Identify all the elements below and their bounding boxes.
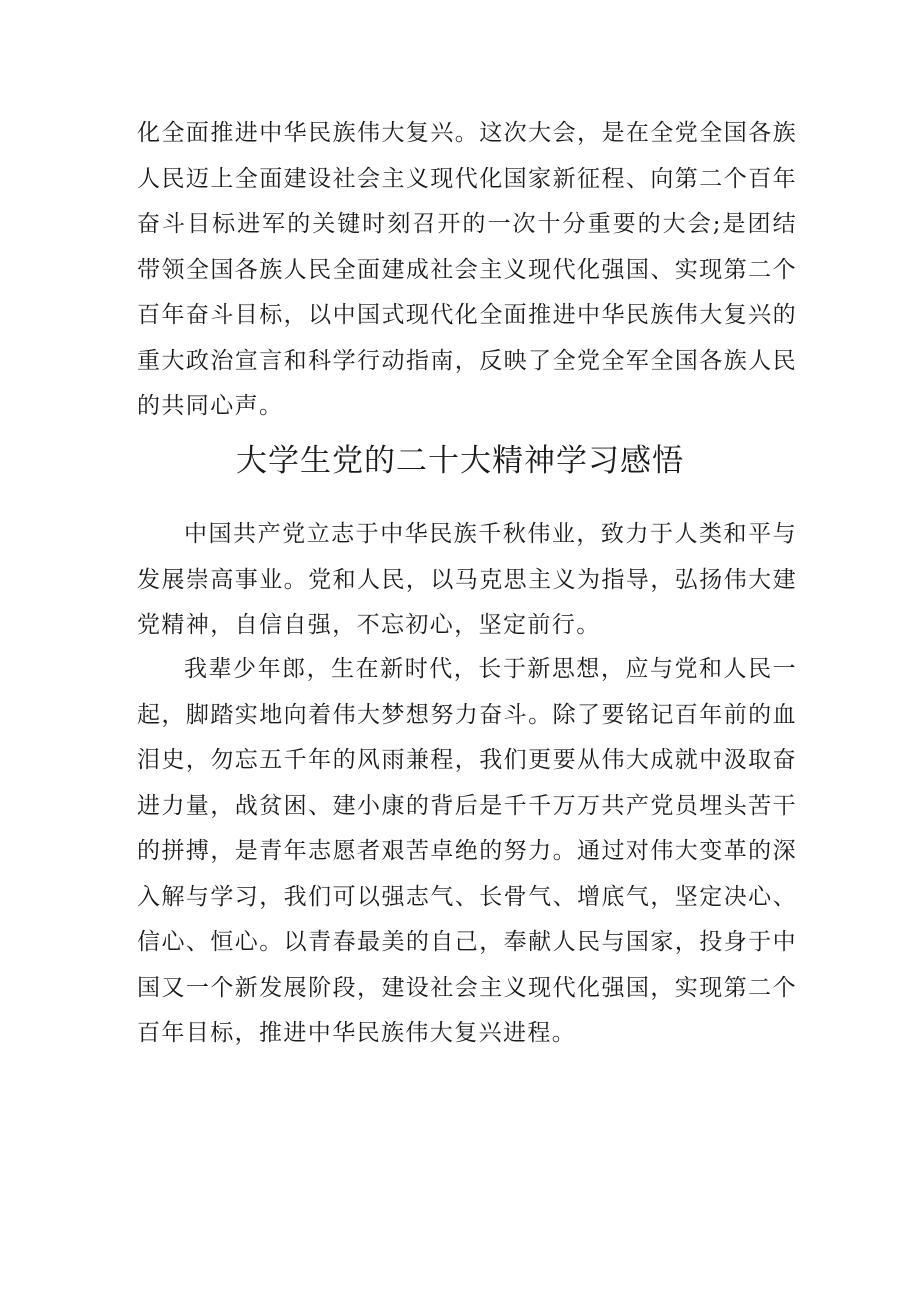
body-paragraph-2: 我辈少年郎，生在新时代，长于新思想，应与党和人民一起，脚踏实地向着伟大梦想努力奋斗。除了要铭记百年前的血泪史，勿忘五千年的风雨兼程，我们更要从伟大成就中汲取奋进力量，战贫困、建小康的背后是千千万万共产党员埋头苦干的拼搏，是青年志愿者艰苦卓绝的努力。通过对伟大变革的深入解与学习，我们可以强志气、长骨气、增底气，坚定决心、信心、恒心。以青春最美的自己，奉献人民与国家，投身于中国又一个新发展阶段，建设社会主义现代化强国，实现第二个百年目标，推进中华民族伟大复兴进程。 xyxy=(137,656,797,1046)
body-paragraph-1: 中国共产党立志于中华民族千秋伟业，致力于人类和平与发展崇高事业。党和人民，以马克思主义为指导，弘扬伟大建党精神，自信自强，不忘初心，坚定前行。 xyxy=(137,521,797,638)
continuation-paragraph: 化全面推进中华民族伟大复兴。这次大会，是在全党全国各族人民迈上全面建设社会主义现代化国家新征程、向第二个百年奋斗目标进军的关键时刻召开的一次十分重要的大会;是团结带领全国各族人民全面建成社会主义现代化强国、实现第二个百年奋斗目标，以中国式现代化全面推进中华民族伟大复兴的重大政治宣言和科学行动指南，反映了全党全军全国各族人民的共同心声。 xyxy=(137,120,797,419)
section-title: 大学生党的二十大精神学习感悟 xyxy=(236,443,684,479)
